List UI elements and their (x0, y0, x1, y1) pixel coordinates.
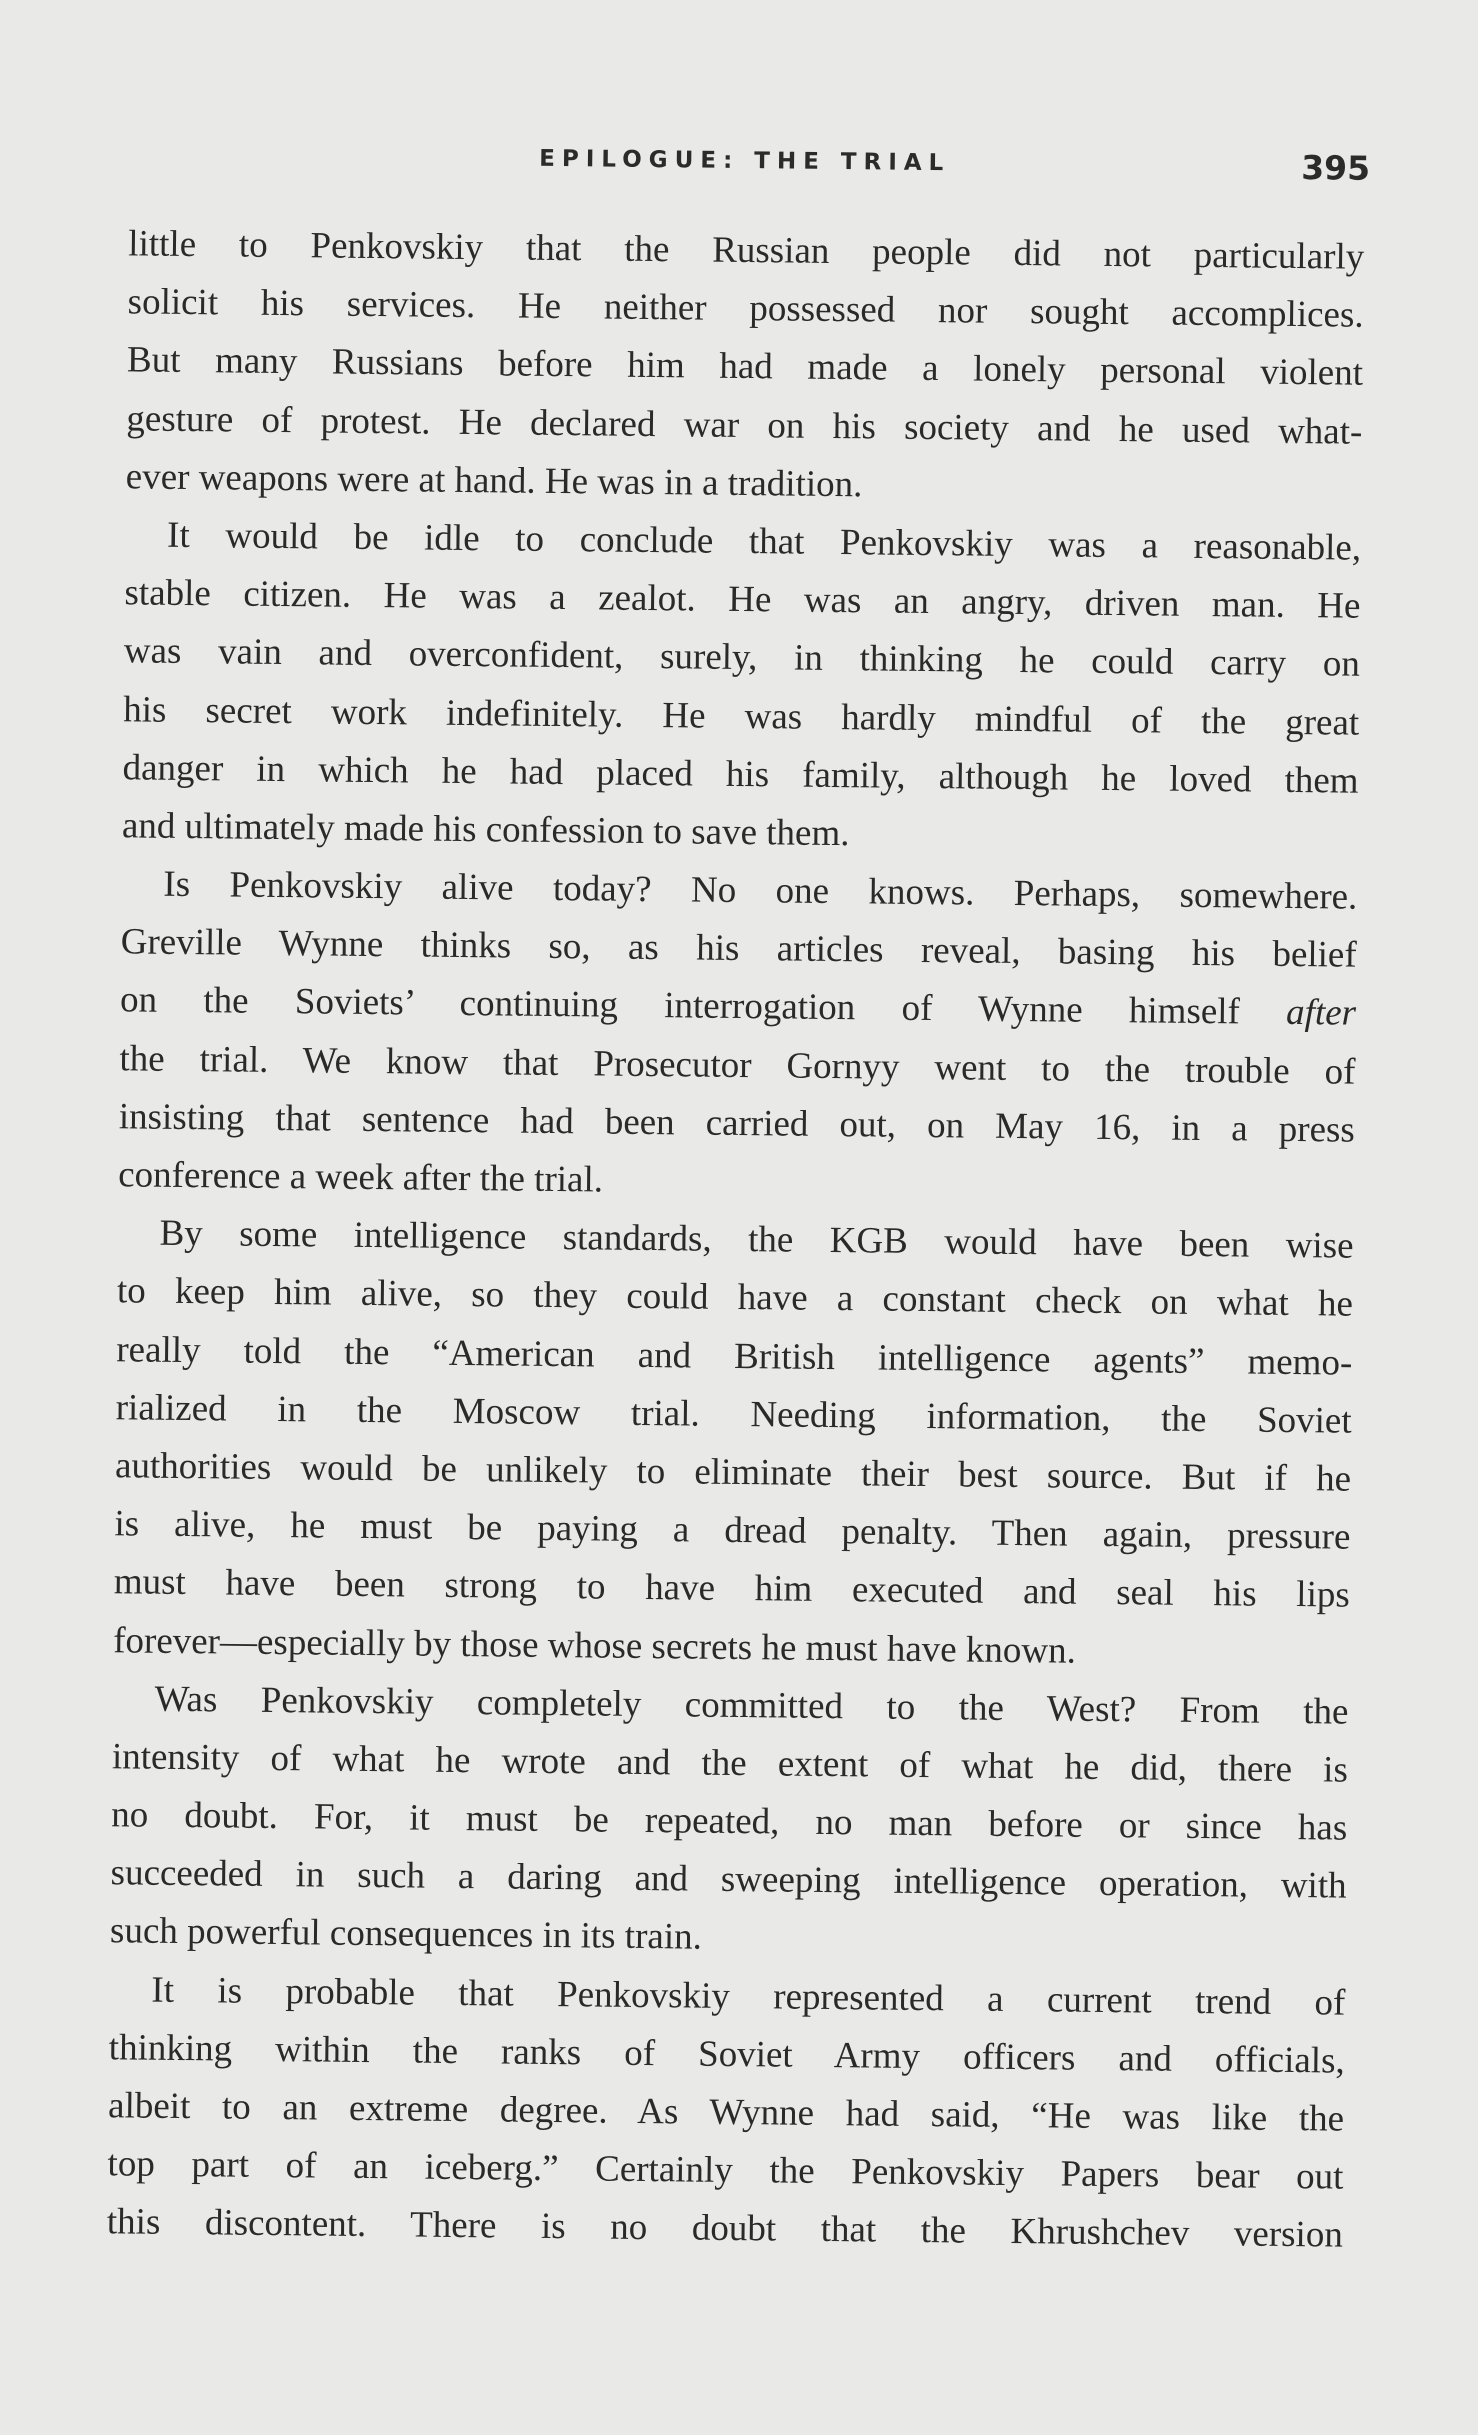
paragraph (110, 1670, 1349, 1974)
text-line: the trial. We know that Prosecutor Gornyy went to the trouble of (119, 1037, 1356, 1093)
text-line: Is Penkovskiy alive today? No one knows. Perhaps, somewhere. (163, 863, 1358, 918)
text-line: Was Penkovskiy completely committed to the West? From the (154, 1678, 1349, 1733)
running-header (11, 140, 1478, 196)
text-line: insisting that sentence had been carried out, on May 16, in a press (118, 1096, 1356, 1151)
text-line: gesture of protest. He declared war on his society and he used what- (126, 397, 1363, 453)
text-line: forever—especially by those whose secrets he must have known. (112, 1619, 1077, 1672)
text-line: solicit his services. He neither possessed nor sought accomplices. (127, 281, 1364, 336)
text-line: top part of an iceberg.” Certainly the Penkovskiy Papers bear out (107, 2143, 1344, 2198)
text-line: and ultimately made his confession to save them. (121, 805, 850, 855)
text-line: ever weapons were at hand. He was in a tradition. (125, 456, 863, 506)
text-line: thinking within the ranks of Soviet Army officers and officials, (108, 2027, 1345, 2082)
paragraph (113, 1204, 1354, 1683)
text-line: his secret work indefinitely. He was hardly mindful of the great (123, 688, 1360, 744)
paragraph (125, 215, 1364, 519)
text-line: such powerful consequences in its train. (109, 1910, 703, 1959)
text-line: conference a week after the trial. (118, 1154, 604, 1201)
text-line: danger in which he had placed his family, although he loved them (122, 746, 1359, 802)
text-line: to keep him alive, so they could have a constant check on what he (116, 1270, 1354, 1326)
text-line: stable citizen. He was a zealot. He was an angry, driven man. He (124, 572, 1361, 627)
text-line: rialized in the Moscow trial. Needing information, the Soviet (115, 1387, 1352, 1442)
text-line: succeeded in such a daring and sweeping intelligence operation, with (110, 1852, 1347, 1907)
chapter-title: EPILOGUE: THE TRIAL (539, 145, 951, 177)
text-line: little to Penkovskiy that the Russian people did not particularly (128, 223, 1365, 278)
italic-word: after (1285, 992, 1357, 1035)
text-line: really told the “American and British intelligence agents” memo- (116, 1328, 1353, 1384)
text-line: no doubt. For, it must be repeated, no man before or since has (111, 1794, 1348, 1849)
text-line: It would be idle to conclude that Penkovskiy was a reasonable, (166, 514, 1362, 569)
body-text (107, 215, 1365, 2265)
page-number: 395 (1300, 148, 1371, 188)
text-line: Greville Wynne thinks so, as his articles reveal, basing his belief (120, 921, 1357, 976)
text-line: By some intelligence standards, the KGB would have been wise (159, 1212, 1354, 1267)
text-line: albeit to an extreme degree. As Wynne had said, “He was like the (107, 2085, 1345, 2140)
text-line: intensity of what he wrote and the extent of what he did, there is (111, 1736, 1349, 1791)
paragraph (122, 506, 1362, 868)
text-line: is alive, he must be paying a dread penalty. Then again, pressure (114, 1503, 1351, 1558)
paragraph (107, 1961, 1346, 2265)
text-line: authorities would be unlikely to eliminate their best source. But if he (114, 1445, 1352, 1500)
text-line: was vain and overconfident, surely, in thinking he could carry on (123, 630, 1361, 685)
text-line: must have been strong to have him executed and seal his lips (113, 1561, 1350, 1616)
text-line: this discontent. There is no doubt that the Khrushchev version (106, 2201, 1344, 2256)
text-line: But many Russians before him had made a lonely personal violent (126, 339, 1364, 395)
paragraph (118, 855, 1358, 1217)
text-line: It is probable that Penkovskiy represented a current trend of (151, 1969, 1346, 2024)
text-segment: on the Soviets’ continuing interrogation of Wynne himself (119, 979, 1287, 1034)
